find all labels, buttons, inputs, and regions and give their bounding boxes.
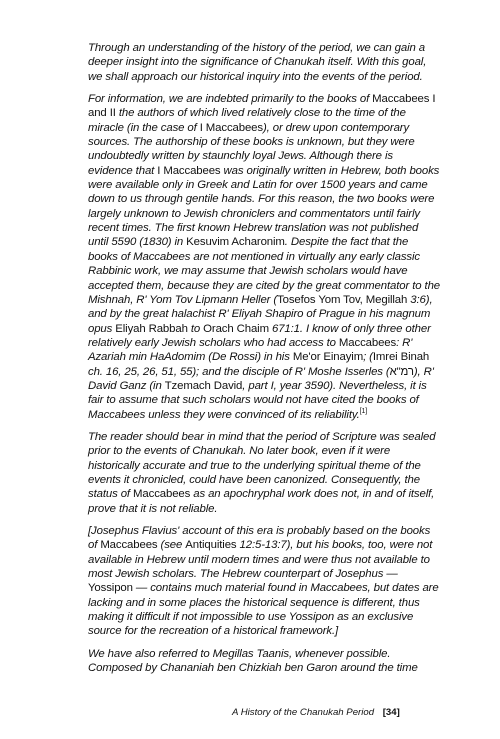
text-run: as an apochryphal work does not, in and of itself, prove that it is not reliable. [88, 488, 435, 515]
text-run: Maccabees I and II [88, 93, 436, 120]
paragraph-intro [88, 41, 440, 84]
text-run: We have also referred to Megillas Taanis, whenever possible. Composed by Chananiah ben Chizkiah ben Garon around the time [88, 647, 418, 675]
text-run: was originally written in Hebrew, both books were available only in Greek and Latin for over 1500 years and came down to us through gentile hands. For this reason, the two books were largely unknown to Jewish chroniclers and commentators until fairly recent times. The first known Hebrew translation was not published until 5590 (1830) in [88, 164, 440, 249]
text-run: Kesuvim Acharonim [186, 236, 285, 249]
text-run: I Maccabees [157, 164, 221, 177]
text-run: Eliyah Rabbah [115, 322, 188, 335]
text-run: 12:5-13:7), but his books, too, were not available in Hebrew until modern times and were thus not available to most Jewish scholars. The Hebrew counterpart of Josephus — [88, 539, 433, 581]
text-run: I Maccabees [199, 121, 263, 134]
text-run: Tosefos Yom Tov, Megillah [277, 293, 408, 306]
text-run: 3:6), and by the great halachist R' Eliyah Shapiro of Prague in his magnum opus [88, 293, 433, 335]
paragraph-scripture [88, 430, 440, 516]
paragraph-sources [88, 92, 440, 422]
page-number: [34] [382, 707, 400, 718]
text-run: , part I, year 3590). Nevertheless, it is fair to assume that such scholars would not have cited the books of Maccabees unless they were convinced of its reliability. [88, 379, 427, 421]
text-run: Me'or Einayim [292, 351, 364, 364]
text-run: — contains much material found in Maccabees, but dates are lacking and in some places the historical sequence is different, thus making it difficult if not impossible to use Yossipon as an exclusive source for the recreation of a historical framework.] [88, 582, 439, 638]
text-run: . Despite the fact that the books of Maccabees are not mentioned in virtually any early classic Rabbinic work, we may assume that Jewish scholars would have accepted them, because they are cited by the great commentator to the Mishnah, R' Yom Tov Lipmann Heller ( [88, 236, 440, 306]
text-run: [Josephus Flavius' account of this era is probably based on the books of [88, 525, 431, 552]
text-run: Maccabees [100, 539, 158, 552]
text-run: the authors of which lived relatively close to the time of the miracle (in the case of [88, 107, 406, 134]
text-run: ch. 16, 25, 26, 51, 55); and the disciple of R' Moshe Isserles ( [88, 365, 390, 378]
text-run: Yossipon [88, 582, 133, 595]
text-run: ; ( [363, 351, 373, 364]
text-run: Orach Chaim [203, 322, 269, 335]
text-run: Imrei Binah [372, 351, 430, 364]
running-title: A History of the Chanukah Period [232, 707, 375, 718]
text-run: Tzemach David [164, 379, 243, 392]
page-footer [232, 707, 442, 718]
text-run: ), R' David Ganz (in [88, 365, 434, 392]
page-body [88, 41, 440, 683]
text-run: to [187, 322, 204, 335]
text-run: For information, we are indebted primarily to the books of [88, 93, 373, 106]
text-run: The reader should bear in mind that the period of Scripture was sealed prior to the events of Chanukah. No later book, even if it were historically accurate and true to the underlying spiritual theme of the events it chronicled, could have been canonized. Consequently, the status of [88, 430, 436, 501]
footnote-marker: [1] [359, 407, 368, 415]
text-run: Maccabees [338, 336, 397, 349]
text-run: 671:1. I know of only three other relatively early Jewish scholars who had access to [88, 322, 431, 349]
text-run: Through an understanding of the history of the period, we can gain a deeper insight into the significance of Chanukah itself. With this goal, we shall approach our historical inquiry into the events of the period. [88, 42, 427, 83]
text-run: (see [157, 539, 186, 552]
paragraph-megillas-taanis [88, 647, 440, 676]
text-run: רמ"א [389, 365, 414, 378]
text-run: : R' Azariah min HaAdomim (De Rossi) in his [88, 336, 413, 364]
paragraph-josephus [88, 524, 440, 639]
text-run: Maccabees [133, 488, 191, 501]
text-run: ), or drew upon contemporary sources. The authorship of these books is unknown, but they were undoubtedly written by staunchly loyal Jews. Although there is evidence that [88, 121, 415, 177]
text-run: Antiquities [185, 539, 237, 552]
